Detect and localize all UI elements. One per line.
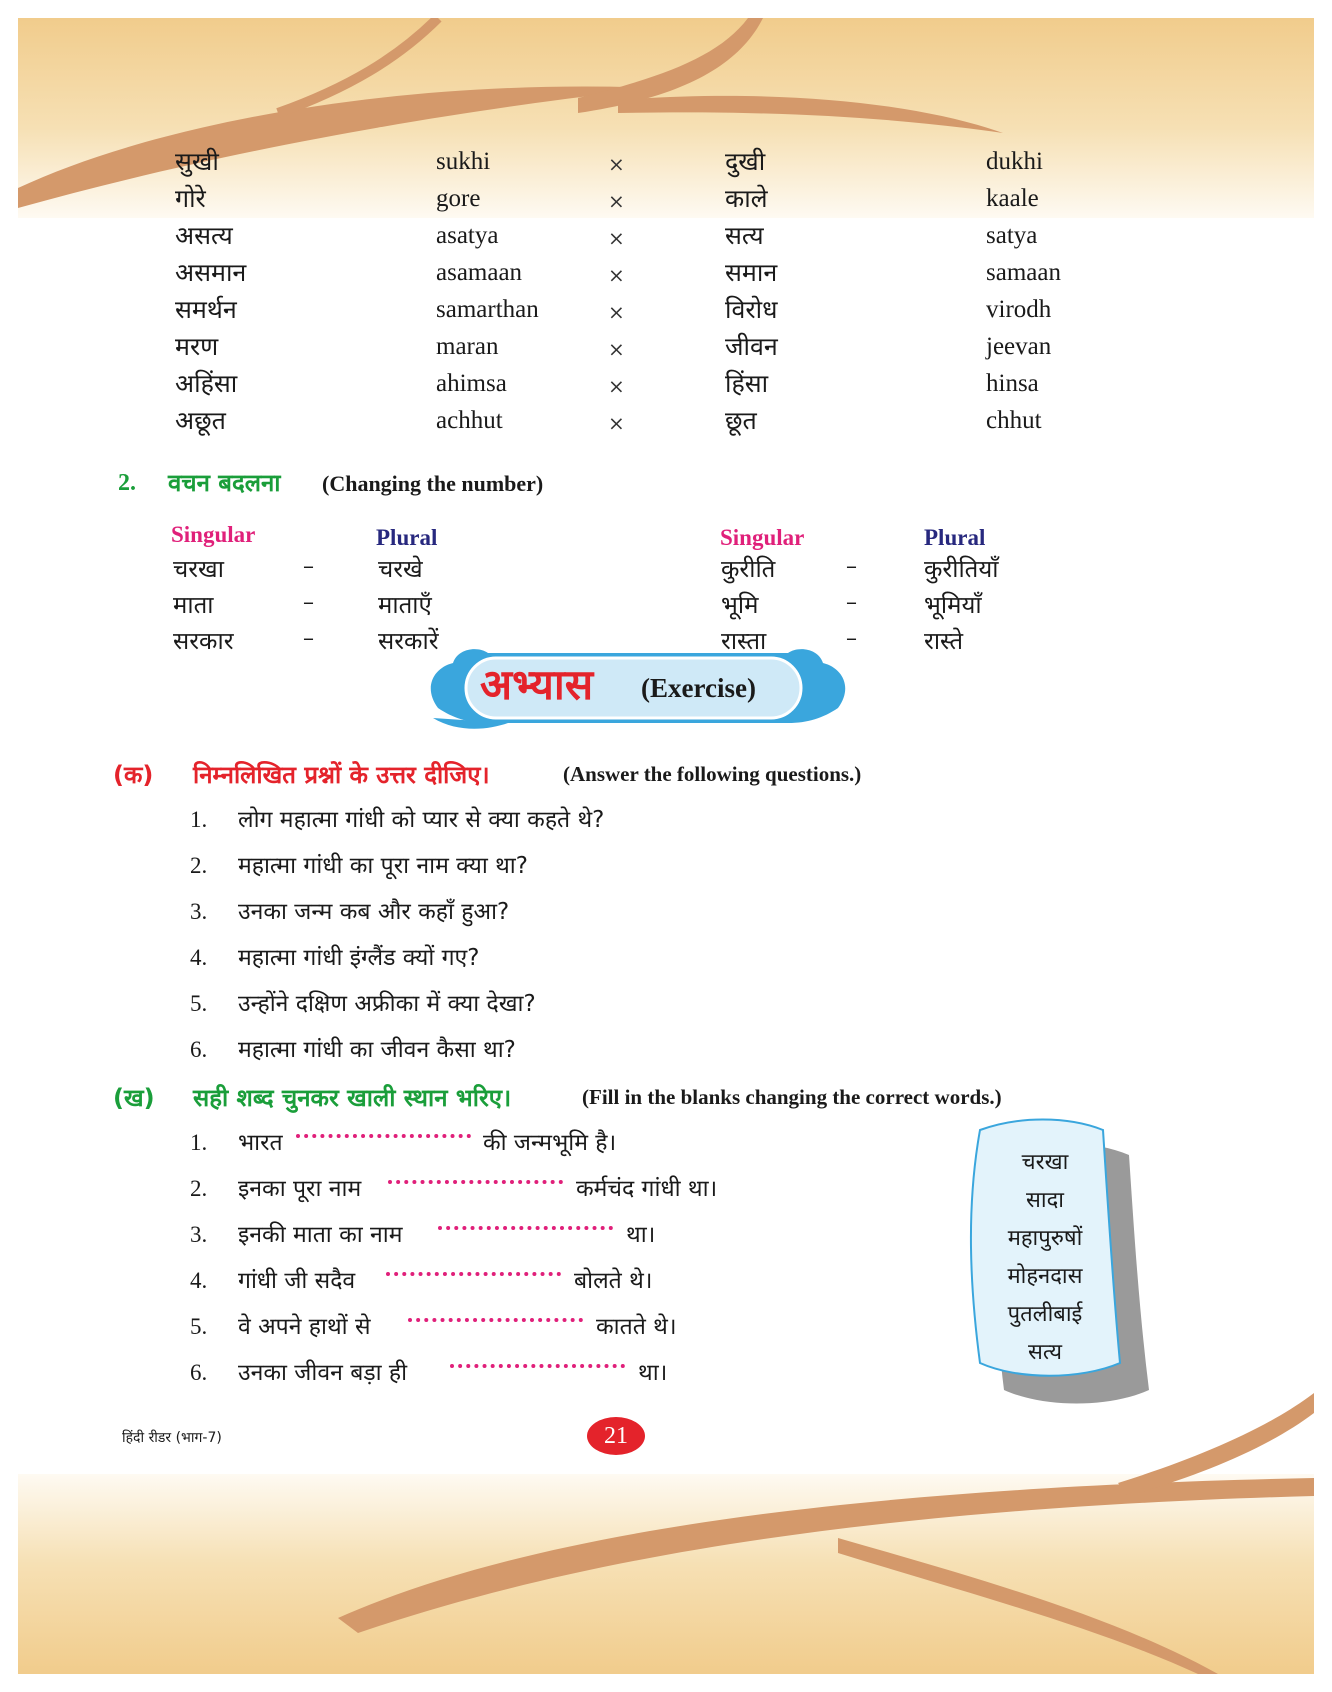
word-option: मोहनदास (1007, 1264, 1083, 1289)
cross-sign: × (608, 300, 625, 324)
dash: – (846, 590, 857, 615)
question-text: महात्मा गांधी का जीवन कैसा था? (238, 1037, 516, 1063)
opposite-hindi: सत्य (725, 221, 764, 250)
dash: – (303, 590, 314, 615)
cross-sign: × (608, 337, 625, 361)
blank-item-after: था। (638, 1360, 668, 1386)
blank-item-number: 5. (190, 1314, 208, 1339)
antonym-roman: ahimsa (436, 370, 507, 397)
blank-item-before: इनकी माता का नाम (238, 1222, 403, 1248)
antonym-roman: sukhi (436, 148, 491, 175)
plural-word: माताएँ (378, 591, 432, 619)
blank-item-before: गांधी जी सदैव (238, 1268, 356, 1294)
blank-item-after: था। (626, 1222, 656, 1248)
question-number: 3. (190, 899, 208, 924)
exercise-b-title-hindi: सही शब्द चुनकर खाली स्थान भरिए। (193, 1084, 512, 1112)
question-number: 2. (190, 853, 208, 878)
singular-word: माता (173, 591, 214, 619)
exercise-a-label: (क) (113, 761, 154, 789)
plural-heading: Plural (376, 525, 438, 550)
question-text: महात्मा गांधी इंग्लैंड क्यों गए? (238, 945, 480, 971)
antonym-hindi: मरण (175, 332, 219, 361)
blank-item-after: कातते थे। (596, 1314, 677, 1340)
antonym-roman: asatya (436, 222, 499, 249)
plural-word: रास्ते (924, 627, 964, 655)
antonym-hindi: असमान (175, 258, 247, 287)
opposite-roman: jeevan (986, 333, 1052, 360)
blank-item-before: उनका जीवन बड़ा ही (238, 1360, 408, 1386)
blank-item-before: वे अपने हाथों से (238, 1314, 371, 1340)
antonym-roman: gore (436, 185, 481, 212)
plural-word: भूमियाँ (924, 591, 982, 619)
opposite-roman: satya (986, 222, 1038, 249)
plural-word: सरकारें (378, 627, 439, 655)
plural-word: कुरीतियाँ (924, 555, 999, 583)
question-number: 5. (190, 991, 208, 1016)
antonym-hindi: समर्थन (175, 295, 237, 324)
blank-item-before: इनका पूरा नाम (238, 1176, 362, 1202)
section-number: 2. (118, 470, 136, 496)
word-option: पुतलीबाई (1007, 1302, 1083, 1327)
opposite-roman: chhut (986, 407, 1042, 434)
opposite-hindi: छूत (725, 406, 757, 435)
antonym-hindi: गोरे (175, 184, 206, 213)
question-text: लोग महात्मा गांधी को प्यार से क्या कहते थे? (238, 807, 605, 833)
blank-item-number: 1. (190, 1130, 208, 1155)
blank-item-number: 4. (190, 1268, 208, 1293)
page (18, 18, 1314, 1674)
question-text: महात्मा गांधी का पूरा नाम क्या था? (238, 853, 528, 879)
blank-item-after: की जन्मभूमि है। (483, 1130, 617, 1156)
opposite-hindi: दुखी (725, 147, 766, 176)
blank-item-number: 2. (190, 1176, 208, 1201)
opposite-roman: virodh (986, 296, 1052, 323)
antonym-roman: asamaan (436, 259, 523, 286)
page-number: 21 (587, 1417, 645, 1455)
opposite-roman: samaan (986, 259, 1061, 286)
exercise-banner-hindi: अभ्यास (480, 660, 594, 709)
blank-item-after: बोलते थे। (574, 1268, 653, 1294)
singular-heading: Singular (171, 522, 256, 547)
singular-heading: Singular (720, 525, 805, 550)
dash: – (303, 554, 314, 579)
opposite-hindi: समान (725, 258, 778, 287)
exercise-b-title-english: (Fill in the blanks changing the correct words.) (582, 1085, 1002, 1109)
dash: – (846, 554, 857, 579)
cross-sign: × (608, 226, 625, 250)
exercise-banner-english: (Exercise) (641, 673, 756, 703)
antonym-roman: achhut (436, 407, 503, 434)
cross-sign: × (608, 411, 625, 435)
blank-item-before: भारत (238, 1130, 283, 1156)
cross-sign: × (608, 374, 625, 398)
section-title-hindi: वचन बदलना (168, 469, 281, 497)
blank-item-after: कर्मचंद गांधी था। (576, 1176, 718, 1202)
opposite-roman: kaale (986, 185, 1039, 212)
word-option: महापुरुषों (1007, 1226, 1083, 1251)
blank-item-number: 6. (190, 1360, 208, 1385)
antonym-hindi: सुखी (175, 147, 219, 176)
blank-item-number: 3. (190, 1222, 208, 1247)
word-box-shape (18, 18, 1314, 1674)
antonym-hindi: असत्य (175, 221, 233, 250)
question-number: 6. (190, 1037, 208, 1062)
opposite-hindi: जीवन (725, 332, 778, 361)
singular-word: चरखा (173, 555, 224, 583)
question-text: उन्होंने दक्षिण अफ्रीका में क्या देखा? (238, 991, 536, 1017)
word-option: सत्य (1027, 1340, 1062, 1365)
singular-word: भूमि (721, 591, 759, 619)
opposite-roman: dukhi (986, 148, 1043, 175)
singular-word: सरकार (173, 627, 234, 655)
opposite-hindi: हिंसा (725, 369, 769, 398)
plural-heading: Plural (924, 525, 986, 550)
cross-sign: × (608, 189, 625, 213)
question-number: 4. (190, 945, 208, 970)
plural-word: चरखे (378, 555, 423, 583)
question-text: उनका जन्म कब और कहाँ हुआ? (238, 899, 510, 925)
footer-book-title: हिंदी रीडर (भाग-7) (122, 1430, 222, 1446)
opposite-roman: hinsa (986, 370, 1039, 397)
question-number: 1. (190, 807, 208, 832)
antonym-hindi: अछूत (175, 406, 226, 435)
dash: – (846, 626, 857, 651)
antonym-roman: samarthan (436, 296, 539, 323)
opposite-hindi: काले (725, 184, 768, 213)
dash: – (303, 626, 314, 651)
singular-word: रास्ता (721, 627, 767, 655)
singular-word: कुरीति (721, 555, 776, 583)
word-option: चरखा (1021, 1150, 1069, 1175)
opposite-hindi: विरोध (725, 295, 778, 324)
antonym-roman: maran (436, 333, 499, 360)
section-title-english: (Changing the number) (322, 471, 544, 496)
exercise-a-title-english: (Answer the following questions.) (563, 762, 862, 786)
cross-sign: × (608, 152, 625, 176)
antonym-hindi: अहिंसा (175, 369, 238, 398)
exercise-b-label: (ख) (113, 1084, 155, 1112)
word-option: सादा (1026, 1188, 1064, 1213)
exercise-a-title-hindi: निम्नलिखित प्रश्नों के उत्तर दीजिए। (193, 761, 490, 789)
cross-sign: × (608, 263, 625, 287)
